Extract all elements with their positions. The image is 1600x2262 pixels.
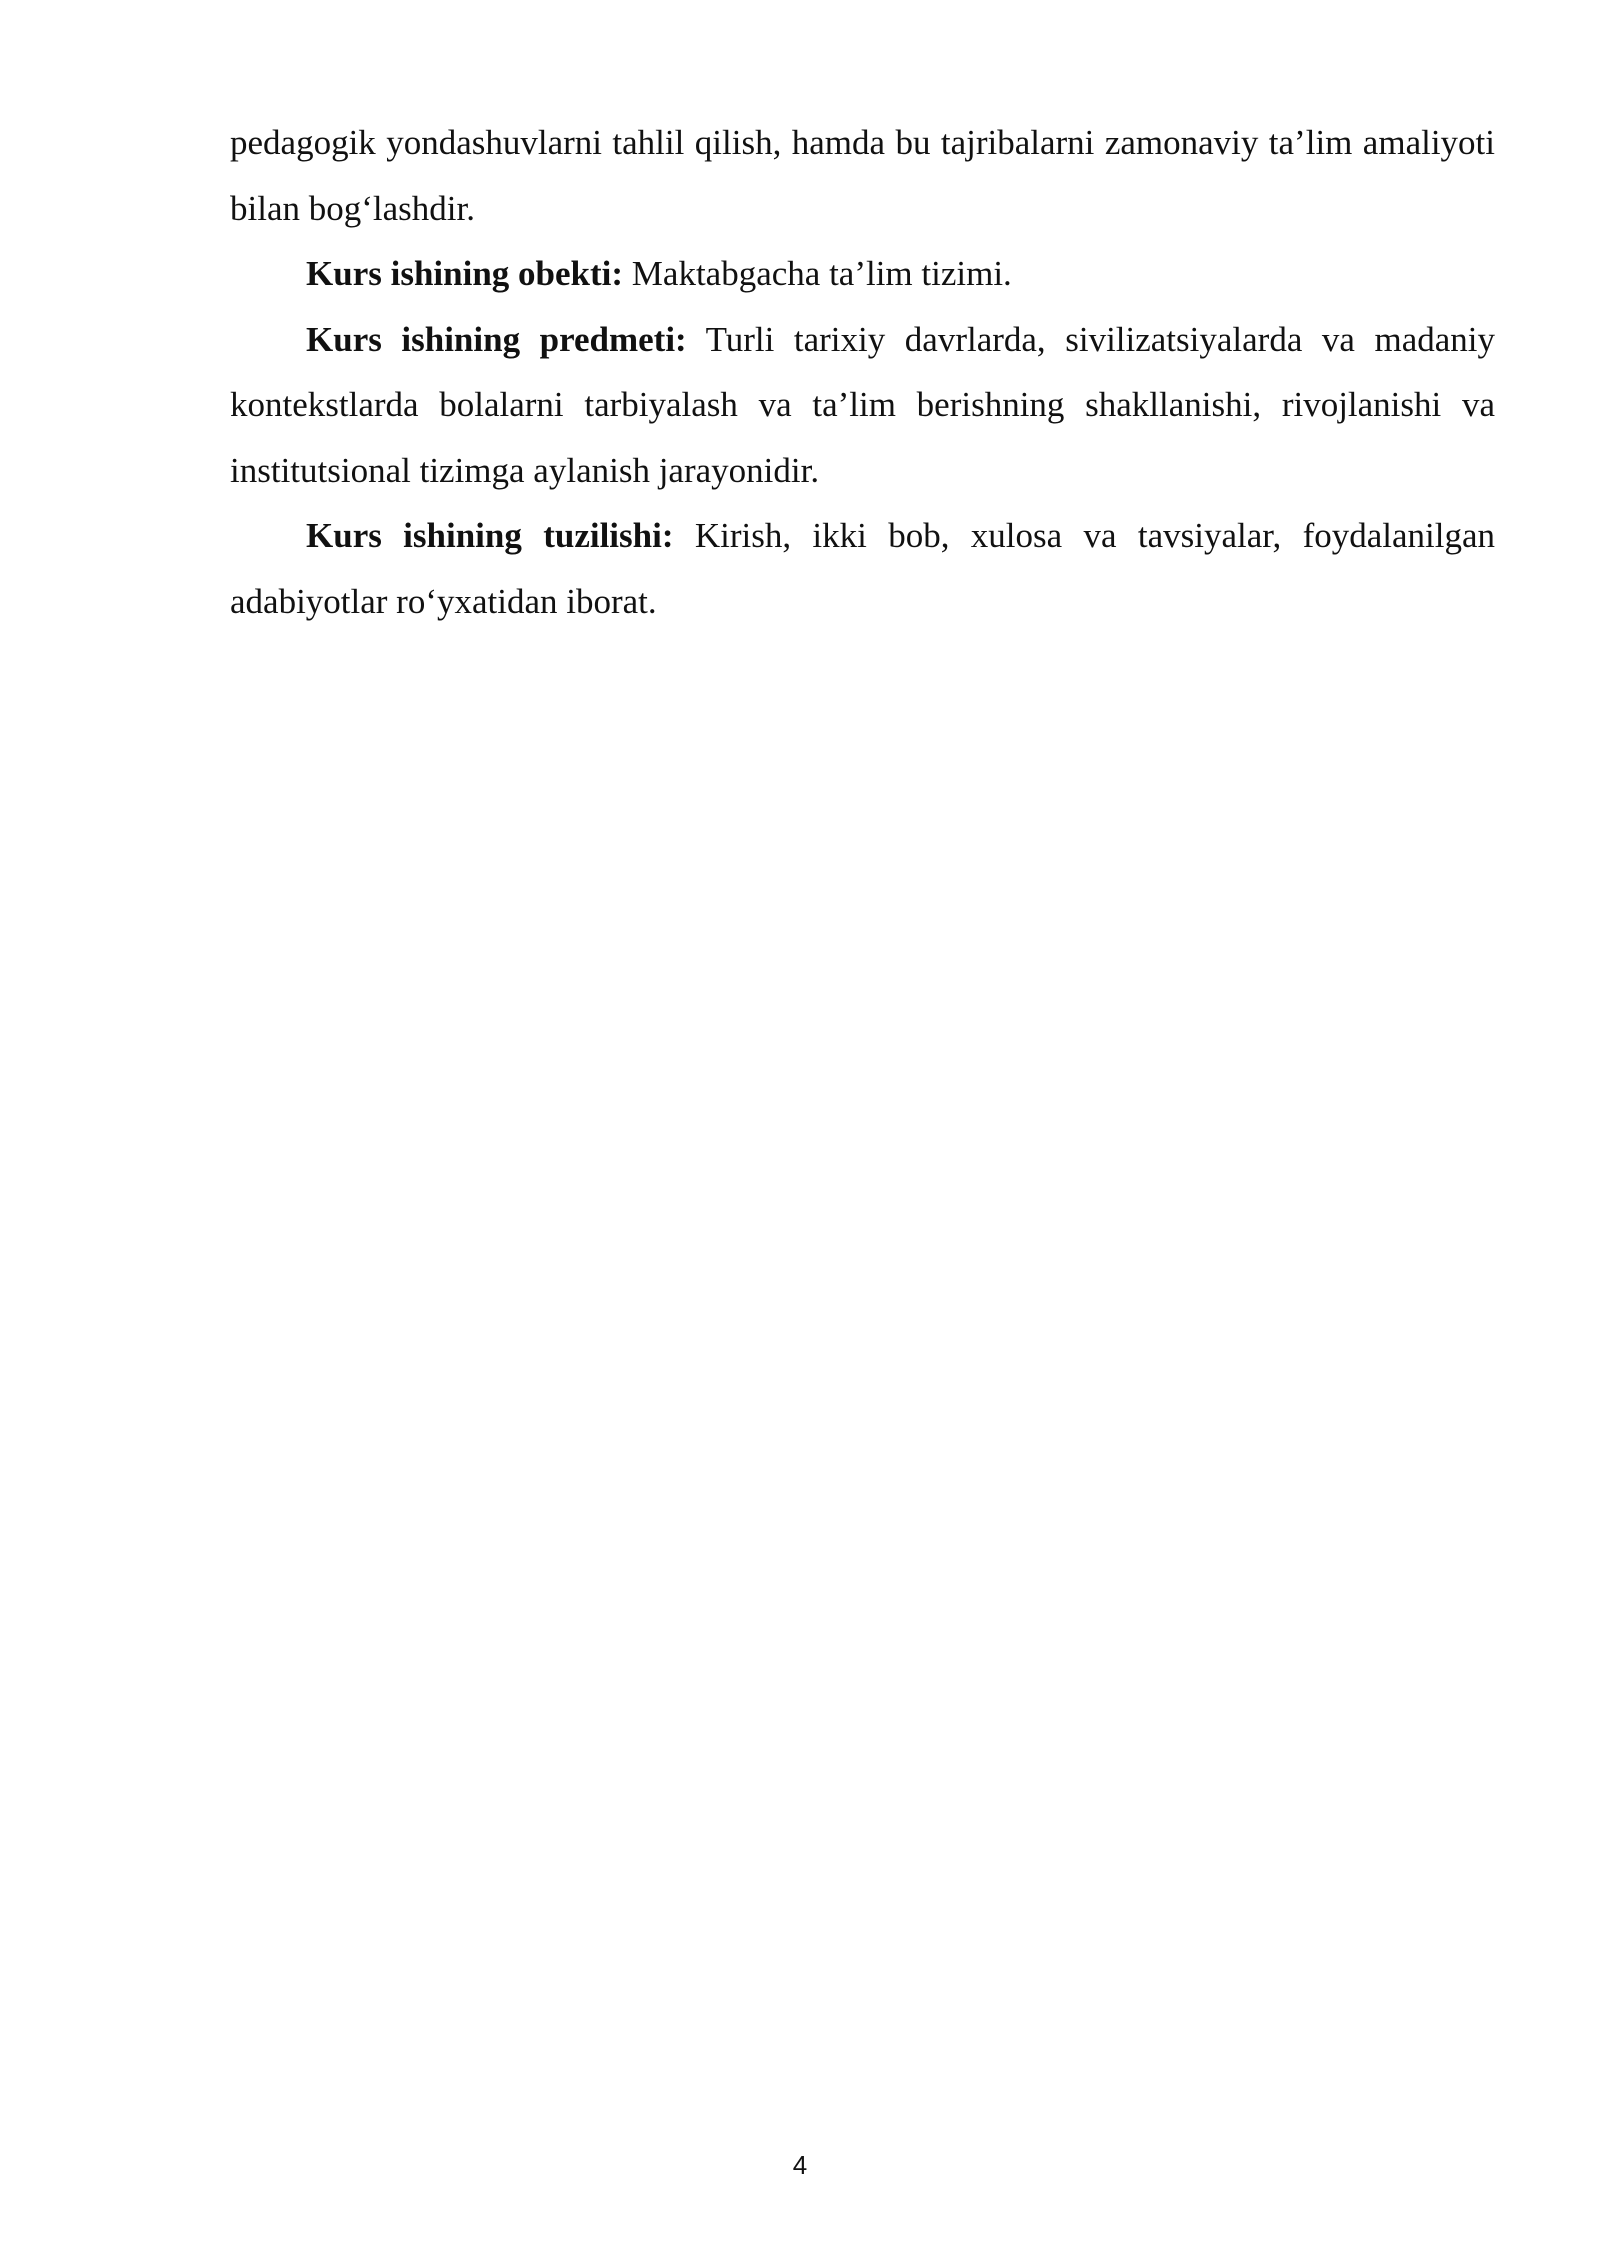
object-paragraph [230, 241, 1495, 307]
subject-label: Kurs ishining predmeti: [306, 319, 687, 359]
structure-label: Kurs ishining tuzilishi: [306, 516, 674, 555]
structure-paragraph [230, 503, 1495, 634]
subject-paragraph [230, 307, 1495, 504]
object-label: Kurs ishining obekti: [306, 254, 624, 293]
structure-text: Kirish, ikki bob, xulosa va tavsiyalar, foydalanilgan adabiyotlar ro‘yxatidan iborat. [230, 516, 1496, 621]
object-text: Maktabgacha ta’lim tizimi. [623, 254, 1012, 293]
subject-text: Turli tarixiy davrlarda, sivilizatsiyalarda va madaniy kontekstlarda bolalarni tarbiyalash va ta’lim berishning shakllanishi, rivojlanishi va institutsional tizimga aylanish jarayonidir. [230, 319, 1495, 490]
page-number: 4 [792, 2150, 808, 2180]
paragraph-text: pedagogik yondashuvlarni tahlil qilish, hamda bu tajribalarni zamonaviy ta’lim amaliyoti bilan bog‘lashdir. [230, 123, 1495, 228]
continuation-paragraph [230, 110, 1495, 241]
document-body [230, 110, 1495, 634]
